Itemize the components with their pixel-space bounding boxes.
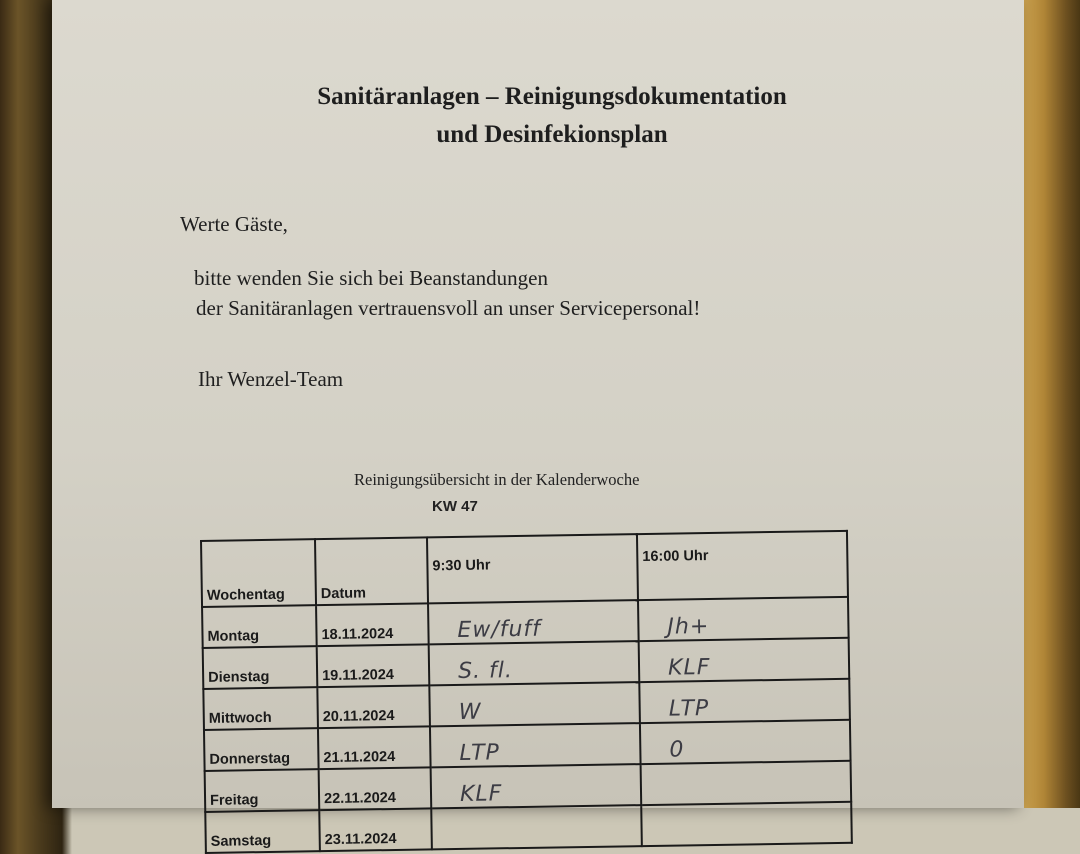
row-day: Samstag: [205, 810, 320, 853]
row-date: 21.11.2024: [318, 726, 431, 769]
morning-signature: [431, 805, 642, 849]
morning-signature: [430, 723, 641, 767]
header-morning: 9:30 Uhr: [427, 534, 638, 603]
handwritten-initials: W: [458, 699, 482, 725]
row-date: 18.11.2024: [316, 603, 429, 646]
row-day: Freitag: [205, 769, 320, 812]
table-header-row: [201, 531, 848, 607]
row-date: 23.11.2024: [319, 808, 432, 851]
morning-signature: [429, 682, 640, 726]
row-day: Dienstag: [203, 646, 318, 689]
handwritten-initials: Ew/fuff: [457, 616, 542, 643]
greeting: Werte Gäste,: [180, 212, 288, 236]
row-day: Donnerstag: [204, 728, 319, 771]
handwritten-initials: KLF: [459, 781, 503, 807]
header-afternoon: 16:00 Uhr: [637, 531, 848, 600]
handwritten-initials: LTP: [459, 740, 501, 766]
morning-signature: [428, 600, 639, 644]
row-date: 19.11.2024: [317, 644, 430, 687]
row-day: Montag: [202, 605, 317, 648]
document-title-line-2: und Desinfekionsplan: [436, 121, 668, 148]
body-line-2: der Sanitäranlagen vertrauensvoll an unser Servicepersonal!: [196, 296, 701, 320]
row-day: Mittwoch: [203, 687, 318, 730]
overview-label: Reinigungsübersicht in der Kalenderwoche: [354, 470, 640, 489]
header-date: Datum: [315, 537, 428, 605]
afternoon-signature: [638, 597, 849, 641]
document-page: [52, 0, 1024, 850]
afternoon-signature: [640, 720, 851, 764]
document-title-line-1: Sanitäranlagen – Reinigungsdokumentation: [317, 83, 787, 110]
row-date: 20.11.2024: [317, 685, 430, 728]
afternoon-signature: [639, 679, 850, 723]
header-weekday: Wochentag: [201, 539, 316, 607]
week-label: KW 47: [432, 498, 478, 515]
handwritten-initials: 0: [669, 737, 685, 763]
afternoon-signature: [641, 802, 852, 846]
afternoon-signature: [639, 638, 850, 682]
afternoon-signature: [641, 761, 852, 805]
handwritten-initials: KLF: [667, 655, 711, 681]
cleaning-table-wrapper: [200, 530, 853, 854]
table-row: [205, 802, 852, 853]
body-line-1: bitte wenden Sie sich bei Beanstandungen: [194, 266, 548, 290]
handwritten-initials: LTP: [668, 696, 710, 722]
handwritten-initials: Jh+: [667, 614, 710, 640]
signoff: Ihr Wenzel-Team: [198, 367, 344, 391]
row-date: 22.11.2024: [319, 767, 432, 810]
morning-signature: [431, 764, 642, 808]
handwritten-initials: S. fl.: [457, 658, 514, 684]
morning-signature: [429, 641, 640, 685]
cleaning-table: [200, 530, 853, 854]
